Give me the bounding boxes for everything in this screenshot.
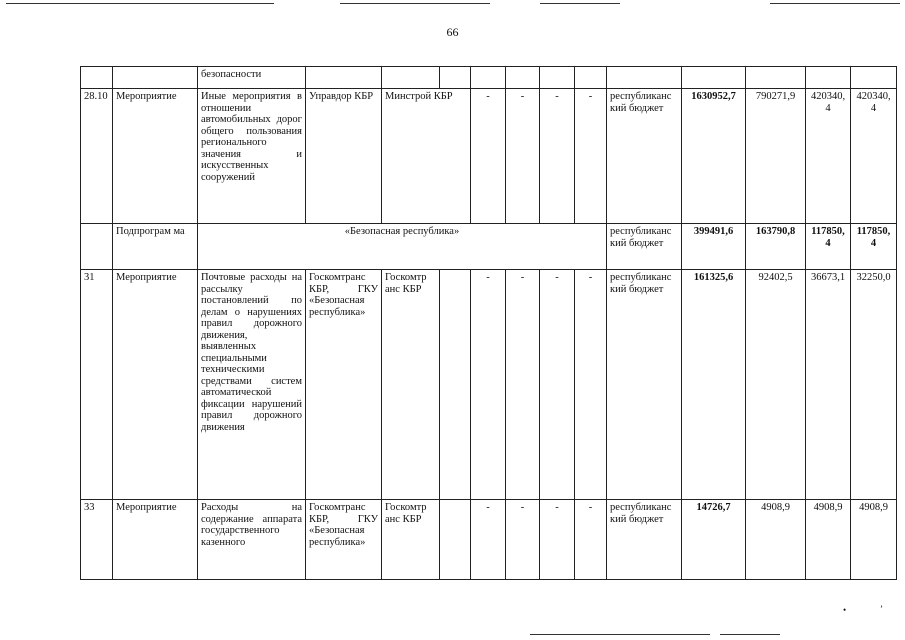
table-row xyxy=(81,270,897,500)
page-number: 66 xyxy=(446,25,459,39)
row-year-1: 4908,9 xyxy=(746,500,806,580)
row-date-3: - xyxy=(540,89,575,224)
subprogram-source: республиканс кий бюджет xyxy=(607,224,682,270)
row-number: 28.10 xyxy=(81,89,113,224)
table-cell xyxy=(851,67,897,89)
row-year-2: 4908,9 xyxy=(806,500,851,580)
row-coexecutor: Госкомтр анс КБР xyxy=(382,500,440,580)
row-date-3: - xyxy=(540,270,575,500)
table-cell xyxy=(81,224,113,270)
scan-edge-line xyxy=(770,3,900,4)
row-executor: Госкомтранс КБР, ГКУ «Безопасная республика» xyxy=(306,270,382,500)
row-kind: Мероприятие xyxy=(113,89,198,224)
scan-edge-line xyxy=(6,3,274,4)
table-row xyxy=(81,89,897,224)
table-row xyxy=(81,500,897,580)
table-cell xyxy=(382,67,440,89)
scan-edge-line xyxy=(720,634,780,635)
row-date-1: - xyxy=(471,500,506,580)
row-year-1: 92402,5 xyxy=(746,270,806,500)
row-coexecutor: Госкомтр анс КБР xyxy=(382,270,440,500)
scan-speck-icon: • xyxy=(843,605,847,615)
row-year-3: 4908,9 xyxy=(851,500,897,580)
scan-edge-line xyxy=(530,634,710,635)
budget-table xyxy=(80,66,897,580)
row-date-4: - xyxy=(575,89,607,224)
table-cell xyxy=(440,67,471,89)
table-cell xyxy=(113,67,198,89)
table-row xyxy=(81,67,897,89)
row-year-3: 32250,0 xyxy=(851,270,897,500)
row-date-4: - xyxy=(575,500,607,580)
row-date-3: - xyxy=(540,500,575,580)
row-number: 33 xyxy=(81,500,113,580)
table-cell xyxy=(540,67,575,89)
row-date-1: - xyxy=(471,89,506,224)
table-cell xyxy=(575,67,607,89)
row-kind: Мероприятие xyxy=(113,270,198,500)
row-executor: Госкомтранс КБР, ГКУ «Безопасная республика» xyxy=(306,500,382,580)
table-cell xyxy=(440,270,471,500)
table-cell: безопасности xyxy=(198,67,306,89)
row-year-2: 36673,1 xyxy=(806,270,851,500)
table-cell xyxy=(682,67,746,89)
table-cell xyxy=(806,67,851,89)
subprogram-kind: Подпрограм ма xyxy=(113,224,198,270)
table-cell xyxy=(471,67,506,89)
row-year-3: 420340, 4 xyxy=(851,89,897,224)
row-total: 14726,7 xyxy=(682,500,746,580)
row-number: 31 xyxy=(81,270,113,500)
table-row xyxy=(81,224,897,270)
row-date-2: - xyxy=(506,89,540,224)
subprogram-title: «Безопасная республика» xyxy=(198,224,607,270)
table-cell xyxy=(607,67,682,89)
row-name: Почтовые расходы на рассылку постановлений по делам о нарушениях правил дорожного движения, выявленных специальными техническими средствами систем автоматической фиксации нарушений правил дорожного движения xyxy=(198,270,306,500)
row-source: республиканс кий бюджет xyxy=(607,89,682,224)
row-source: республиканс кий бюджет xyxy=(607,270,682,500)
row-date-2: - xyxy=(506,500,540,580)
table-cell xyxy=(746,67,806,89)
row-source: республиканс кий бюджет xyxy=(607,500,682,580)
subprogram-year-1: 163790,8 xyxy=(746,224,806,270)
row-date-4: - xyxy=(575,270,607,500)
row-total: 1630952,7 xyxy=(682,89,746,224)
table-cell xyxy=(440,500,471,580)
row-date-1: - xyxy=(471,270,506,500)
table-cell xyxy=(81,67,113,89)
scan-edge-line xyxy=(540,3,620,4)
scan-speck-icon: ’ xyxy=(880,604,883,614)
subprogram-year-3: 117850, 4 xyxy=(851,224,897,270)
subprogram-year-2: 117850, 4 xyxy=(806,224,851,270)
row-total: 161325,6 xyxy=(682,270,746,500)
table-cell xyxy=(506,67,540,89)
scan-edge-line xyxy=(340,3,490,4)
row-year-2: 420340, 4 xyxy=(806,89,851,224)
row-date-2: - xyxy=(506,270,540,500)
row-name: Иные мероприятия в отношении автомобильных дорог общего пользования регионального значения и искусственных сооружений xyxy=(198,89,306,224)
row-executor: Управдор КБР xyxy=(306,89,382,224)
row-name: Расходы на содержание аппарата государственного казенного xyxy=(198,500,306,580)
subprogram-total: 399491,6 xyxy=(682,224,746,270)
row-kind: Мероприятие xyxy=(113,500,198,580)
table-cell xyxy=(306,67,382,89)
row-year-1: 790271,9 xyxy=(746,89,806,224)
row-coexecutor: Минстрой КБР xyxy=(382,89,471,224)
